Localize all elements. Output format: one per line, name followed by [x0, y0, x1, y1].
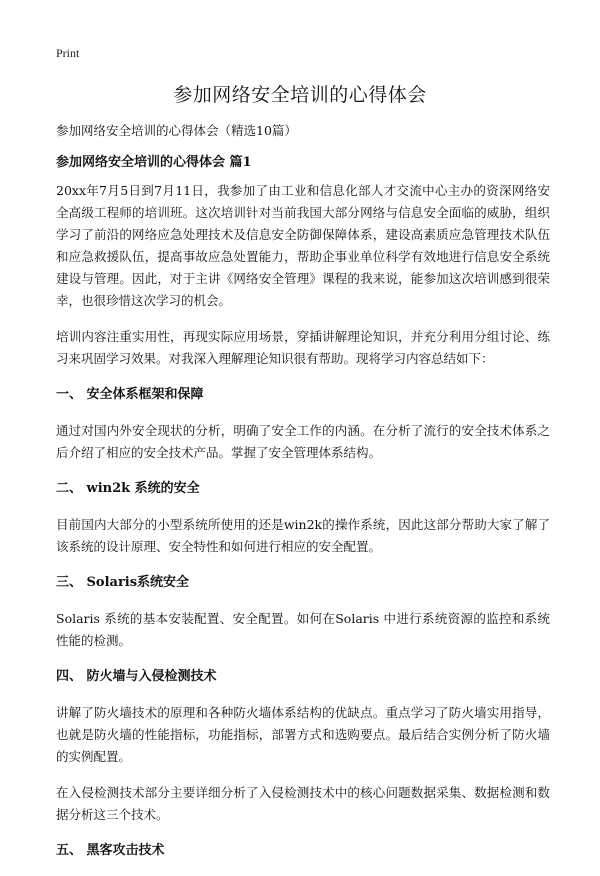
section-3-paragraph: Solaris 系统的基本安装配置、安全配置。如何在Solaris 中进行系统资源的监控和系统性能的检测。 [56, 611, 550, 648]
section-4-paragraph-2: 在入侵检测技术部分主要详细分析了入侵检测技术中的核心问题数据采集、数据检测和数据分析这三个技术。 [56, 785, 550, 822]
intro-paragraph: 20xx年7月5日到7月11日，我参加了由工业和信息化部人才交流中心主办的资深网络安全高级工程师的培训班。这次培训针对当前我国大部分网络与信息安全面临的威胁，组织学习了前沿的网络应急处理技术及信息安全防御保障体系，建设高素质应急管理技术队伍和应急救援队伍，提高事故应急处置能力，帮助企事业单位科学有效地进行信息安全系统建设与管理。因此，对于主讲《网络安全管理》课程的我来说，能参加这次培训感到很荣幸，也很珍惜这次学习的机会。 [56, 183, 550, 308]
method-paragraph: 培训内容注重实用性，再现实际应用场景，穿插讲解理论知识，并充分利用分组讨论、练习来巩固学习效果。对我深入理解理论知识很有帮助。现将学习内容总结如下： [56, 329, 550, 366]
page-title: 参加网络安全培训的心得体会 [173, 84, 427, 106]
article-heading: 参加网络安全培训的心得体会 篇1 [56, 155, 252, 170]
section-2-paragraph: 目前国内大部分的小型系统所使用的还是win2k的操作系统，因此这部分帮助大家了解了该系统的设计原理、安全特性和如何进行相应的安全配置。 [56, 517, 550, 554]
article-body [56, 120, 550, 876]
section-heading-2: 二、 win2k 系统的安全 [56, 481, 200, 496]
section-heading-1: 一、 安全体系框架和保障 [56, 387, 204, 402]
section-heading-5: 五、 黑客攻击技术 [56, 843, 165, 858]
section-heading-4: 四、 防火墙与入侵检测技术 [56, 669, 217, 684]
section-4-paragraph-1: 讲解了防火墙技术的原理和各种防火墙体系结构的优缺点。重点学习了防火墙实用指导，也就是防火墙的性能指标，功能指标，部署方式和选购要点。最后结合实例分析了防火墙的实例配置。 [56, 705, 550, 764]
section-1-paragraph: 通过对国内外安全现状的分析，明确了安全工作的内涵。在分析了流行的安全技术体系之后介绍了相应的安全技术产品。掌握了安全管理体系结构。 [56, 423, 550, 460]
section-heading-3: 三、 Solaris系统安全 [56, 575, 190, 590]
article-subtitle: 参加网络安全培训的心得体会（精选10篇） [56, 123, 297, 138]
print-link[interactable]: Print [56, 46, 80, 60]
